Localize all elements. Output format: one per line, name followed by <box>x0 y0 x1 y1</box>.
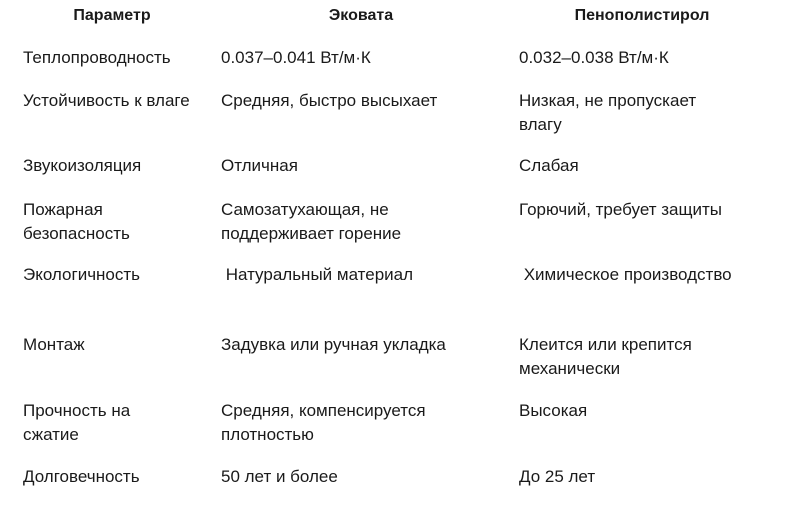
cell-polystyrene: До 25 лет <box>519 467 596 486</box>
cell-parameter: Экологичность <box>23 265 141 284</box>
cell-ecowool: 50 лет и более <box>221 467 338 486</box>
cell-parameter: Монтаж <box>23 335 85 354</box>
cell-parameter: Звукоизоляция <box>23 156 142 175</box>
header-polystyrene: Пенополистирол <box>574 7 710 24</box>
cell-ecowool: Отличная <box>221 156 298 175</box>
cell-parameter: Устойчивость к влаге <box>23 91 190 110</box>
header-ecowool: Эковата <box>328 7 394 24</box>
cell-polystyrene: Высокая <box>519 401 588 420</box>
cell-polystyrene: Низкая, не пропускает влагу <box>519 91 697 134</box>
cell-parameter: Долговечность <box>23 467 140 486</box>
cell-ecowool: Самозатухающая, не поддерживает горение <box>221 200 402 243</box>
cell-polystyrene: Горючий, требует защиты <box>519 200 722 219</box>
cell-polystyrene: Клеится или крепится механически <box>519 335 692 378</box>
cell-parameter: Теплопроводность <box>23 48 171 67</box>
cell-parameter: Прочность на сжатие <box>23 401 131 444</box>
cell-ecowool: Натуральный материал <box>221 265 414 284</box>
cell-ecowool: 0.037–0.041 Вт/м·К <box>221 48 371 67</box>
cell-polystyrene: Слабая <box>519 156 579 175</box>
table-header <box>0 5 788 27</box>
cell-polystyrene: 0.032–0.038 Вт/м·К <box>519 48 669 67</box>
cell-ecowool: Средняя, компенсируется плотностью <box>221 401 426 444</box>
cell-polystyrene: Химическое производство <box>519 265 732 284</box>
cell-ecowool: Задувка или ручная укладка <box>221 335 446 354</box>
cell-ecowool: Средняя, быстро высыхает <box>221 91 438 110</box>
cell-parameter: Пожарная безопасность <box>23 200 130 243</box>
header-parameter: Параметр <box>73 7 151 24</box>
